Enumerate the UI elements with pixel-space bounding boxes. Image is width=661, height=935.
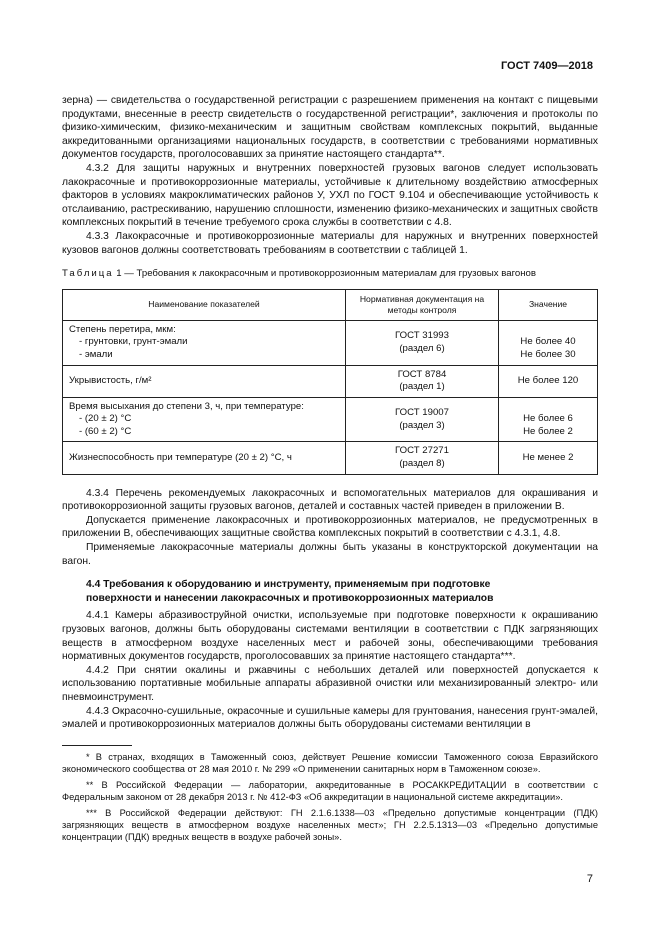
paragraph-4-4-1: 4.4.1 Камеры абразивоструйной очистки, используемые при подготовке поверхности к окрашиванию грузовых вагонов, должны быть оборудованы системами вентиляции в соответствии с ПДК загрязняющих веществ в атмосферном воздухе населенных мест и рабочей зоны, обеспечивающими требования нормативных документов государств, проголосовавших за принятие настоящего стандарта***. [62, 610, 598, 663]
cell-line: Не более 30 [520, 348, 576, 360]
cell-name [63, 397, 346, 442]
cell-line: - (60 ± 2) °С [79, 425, 132, 437]
cell-line: Не более 2 [523, 425, 573, 437]
cell-doc [346, 365, 499, 397]
cell-line: (раздел 3) [399, 419, 445, 431]
table-caption-label: Таблица [62, 268, 114, 280]
footnote: * В странах, входящих в Таможенный союз, действует Решение комиссии Таможенного союза Евразийского экономического сообщества от 28 мая 2010 г. № 299 «О применении санитарных норм в Таможенном союзе». [62, 752, 598, 775]
paragraph-4-3-4: 4.3.4 Перечень рекомендуемых лакокрасочных и вспомогательных материалов для окрашивания и противокоррозионной защиты грузовых вагонов, деталей и составных частей приведен в приложении В. [62, 487, 598, 513]
cell-line: Не более 40 [520, 336, 576, 348]
cell-name [63, 365, 346, 397]
paragraph-continuation: зерна) — свидетельства о государственной регистрации с разрешением применения на контакт с пищевыми продуктами, внесенные в реестр свидетельств о государственной регистрации*, заключения и протоколы по физико-химическим, физико-механическим и защитным свойствам комплексных покрытий, выданные аккредитованными организациями национальных государств, в соответствии с требованиями нормативных документов государств, проголосовавших за принятие настоящего стандарта**. [62, 95, 598, 161]
cell-line: (раздел 8) [399, 458, 445, 470]
cell-doc [346, 442, 499, 474]
paragraph-4-4-2: 4.4.2 При снятии окалины и ржавчины с небольших деталей или поверхностей допускается к использованию портативные мобильные аппараты абразивной очистки или механизированный электро- или пневмоинструмент. [62, 664, 598, 703]
document-id-header: ГОСТ 7409—2018 [500, 60, 593, 72]
cell-name [63, 320, 346, 365]
table-caption-text: 1 — Требования к лакокрасочным и противокоррозионным материалам для грузовых вагонов [113, 268, 536, 280]
table-caption [62, 267, 598, 281]
cell-value [499, 397, 598, 442]
cell-line: Время высыхания до степени 3, ч, при температуре: [69, 400, 304, 412]
table-row [63, 320, 598, 365]
header-value: Значение [499, 289, 598, 320]
table-row [63, 365, 598, 397]
header-name: Наименование показателей [63, 289, 346, 320]
paragraph-documentation: Применяемые лакокрасочные материалы должны быть указаны в конструкторской документации на вагон. [62, 542, 598, 567]
section-heading-4-4 [62, 578, 598, 605]
cell-line: Не более 6 [523, 412, 573, 424]
section-heading-line: 4.4 Требования к оборудованию и инструменту, применяемым при подготовке [86, 579, 491, 591]
cell-line: - эмали [79, 348, 113, 360]
cell-line: Степень перетира, мкм: [69, 323, 176, 335]
cell-line: Не менее 2 [522, 451, 574, 463]
paragraph-4-3-2: 4.3.2 Для защиты наружных и внутренних поверхностей грузовых вагонов следует использовать лакокрасочные и противокоррозионные материалы, устойчивые к длительному воздействию атмосферных факторов в условиях макроклиматических районов У, УХЛ по ГОСТ 9.104 и обеспечивающие устойчивость к отслаиванию, растрескиванию, нарушению сплошности, изменению физико-механических и защитных свойств комплексных покрытий в течение требуемого срока службы в соответствии с 4.8. [62, 162, 598, 229]
requirements-table [62, 289, 598, 475]
cell-line: Жизнеспособность при температуре (20 ± 2) °С, ч [69, 451, 292, 463]
cell-line: (раздел 1) [399, 381, 445, 393]
cell-line: Не более 120 [517, 374, 579, 386]
page-number: 7 [586, 873, 593, 885]
cell-line: - грунтовки, грунт-эмали [79, 336, 188, 348]
cell-line: ГОСТ 31993 [395, 330, 449, 342]
header-doc: Нормативная документация на методы контроля [346, 289, 499, 320]
cell-doc [346, 320, 499, 365]
footnote-divider [62, 745, 132, 746]
cell-line: - (20 ± 2) °С [79, 413, 132, 425]
footnotes [62, 747, 598, 847]
paragraph-allowance: Допускается применение лакокрасочных и противокоррозионных материалов, не предусмотренных в приложении В, обеспечивающих защитные свойства комплексных покрытий в соответствии с 4.3.1, 4.8. [62, 514, 598, 540]
table-row [63, 397, 598, 442]
paragraph-4-3-3: 4.3.3 Лакокрасочные и противокоррозионные материалы для наружных и внутренних поверхностей кузовов вагонов должны соответствовать требованиям в соответствии с таблицей 1. [62, 230, 598, 256]
table-header-row [63, 289, 598, 320]
cell-line: (раздел 6) [399, 342, 445, 354]
cell-doc [346, 397, 499, 442]
footnote: ** В Российской Федерации — лаборатории, аккредитованные в РОСАККРЕДИТАЦИИ в соответствии с Федеральным законом от 28 декабря 2013 г. № 412-ФЗ «Об аккредитации в национальной системе аккредитации». [62, 779, 598, 803]
cell-line: ГОСТ 27271 [395, 445, 449, 457]
paragraph-4-4-3: 4.4.3 Окрасочно-сушильные, окрасочные и сушильные камеры для грунтования, нанесения грунт-эмалей, эмалей и противокоррозионных материалов должны быть оборудованы системами вентиляции в [62, 705, 598, 731]
cell-value [499, 442, 598, 474]
cell-line: ГОСТ 8784 [397, 368, 447, 380]
footnote: *** В Российской Федерации действуют: ГН 2.1.6.1338—03 «Предельно допустимые концентрации (ПДК) загрязняющих веществ в атмосферном воздухе населенных мест»; ГН 2.2.5.1313—03 «Предельно допустимые концентрации (ПДК) вредных веществ в воздухе рабочей зоны». [62, 807, 598, 843]
document-body [62, 94, 598, 732]
cell-name [63, 442, 346, 474]
cell-value [499, 365, 598, 397]
section-heading-line: поверхности и нанесении лакокрасочных и противокоррозионных материалов [86, 592, 494, 604]
cell-line: ГОСТ 19007 [395, 406, 449, 418]
table-row [63, 442, 598, 474]
cell-value [499, 320, 598, 365]
cell-line: Укрывистость, г/м² [69, 374, 152, 386]
